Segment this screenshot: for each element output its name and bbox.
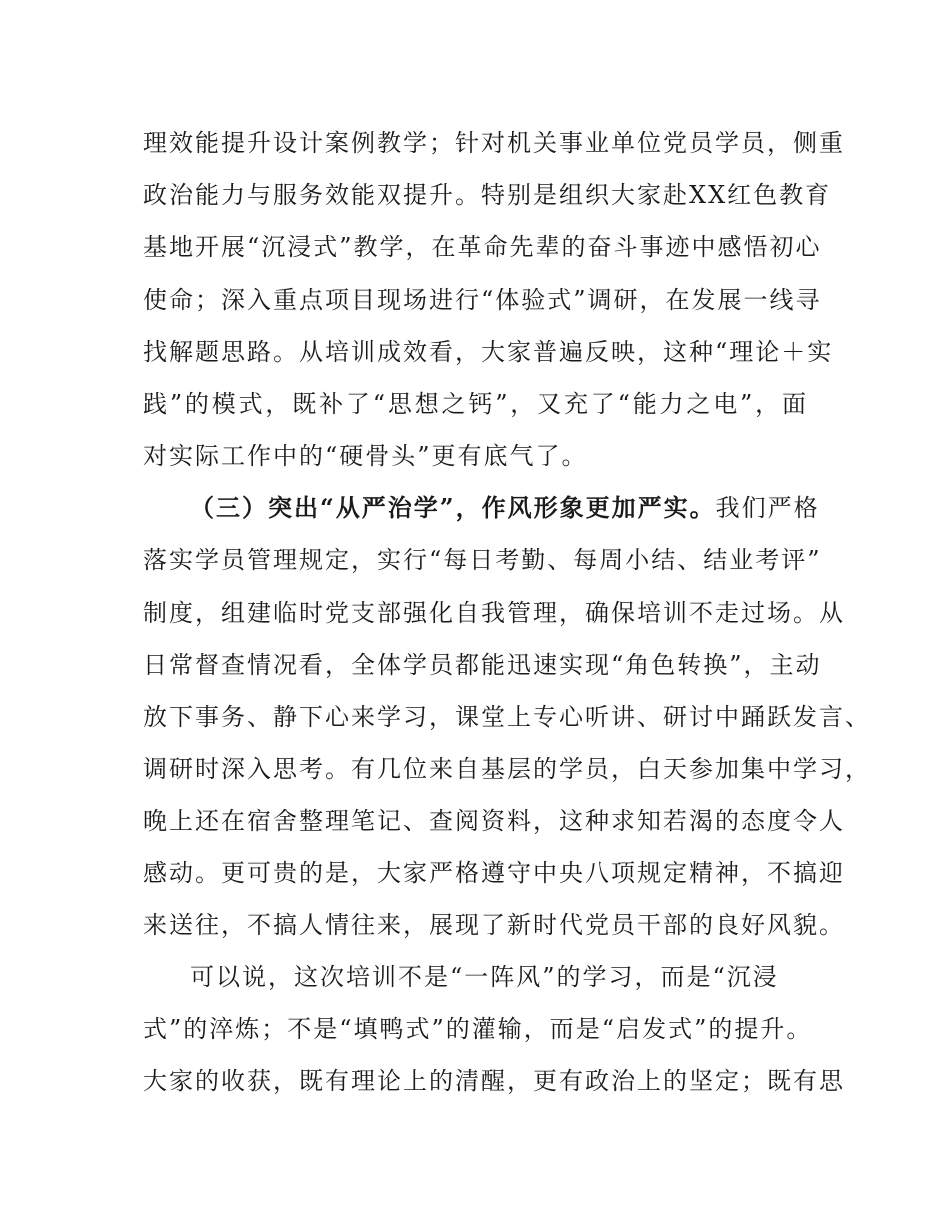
text-line: 晚上还在宿舍整理笔记、查阅资料，这种求知若渴的态度令人 — [143, 807, 845, 835]
text-line: 践”的模式，既补了“思想之钙”，又充了“能力之电”，面 — [143, 390, 808, 418]
text-line: 可以说，这次培训不是“一阵风”的学习，而是“沉浸 — [190, 963, 779, 991]
text-line: 日常督查情况看，全体学员都能迅速实现“角色转换”，主动 — [143, 651, 822, 679]
text-line: 使命；深入重点项目现场进行“体验式”调研，在发展一线寻 — [143, 286, 822, 314]
section-heading: （三）突出“从严治学”，作风形象更加严实。 — [190, 493, 716, 522]
section-first-line — [190, 493, 820, 523]
text-line: 落实学员管理规定，实行“每日考勤、每周小结、结业考评” — [143, 546, 822, 574]
text-line: 感动。更可贵的是，大家严格遵守中央八项规定精神，不搞迎 — [143, 859, 845, 887]
text-line: 基地开展“沉浸式”教学，在革命先辈的奋斗事迹中感悟初心 — [143, 233, 822, 261]
text-line: 式”的淬炼；不是“填鸭式”的灌输，而是“启发式”的提升。 — [143, 1015, 813, 1043]
text-line: 政治能力与服务效能双提升。特别是组织大家赴XX红色教育 — [143, 181, 832, 209]
text-line: 调研时深入思考。有几位来自基层的学员，白天参加集中学习， — [143, 755, 871, 783]
text-line: 来送往，不搞人情往来，展现了新时代党员干部的良好风貌。 — [143, 911, 845, 939]
text-line: 制度，组建临时党支部强化自我管理，确保培训不走过场。从 — [143, 599, 845, 627]
text-line: 理效能提升设计案例教学；针对机关事业单位党员学员，侧重 — [143, 129, 845, 157]
text-line: 大家的收获，既有理论上的清醒，更有政治上的坚定；既有思 — [143, 1067, 845, 1095]
text-line: 放下事务、静下心来学习，课堂上专心听讲、研讨中踊跃发言、 — [143, 703, 871, 731]
section-first-line-rest: 我们严格 — [715, 494, 820, 522]
text-line: 找解题思路。从培训成效看，大家普遍反映，这种“理论＋实 — [143, 338, 834, 366]
text-line: 对实际工作中的“硬骨头”更有底气了。 — [143, 442, 588, 470]
